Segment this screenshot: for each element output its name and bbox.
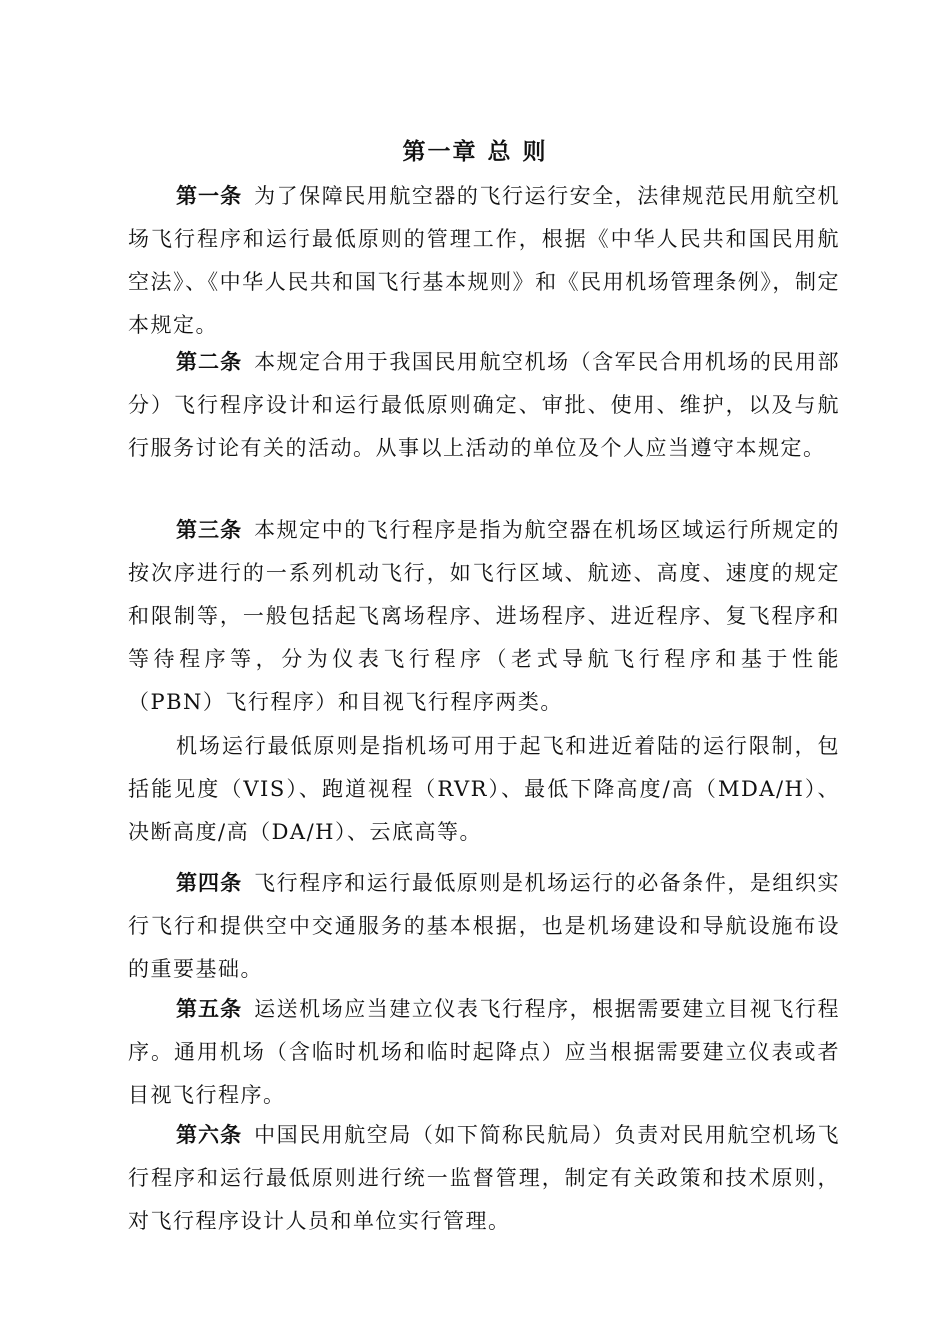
- article-label: 第二条: [176, 350, 243, 374]
- article-text: 中国民用航空局（如下简称民航局）负责对民用航空机场飞行程序和运行最低原则进行统一监督管理，制定有关政策和技术原则，对飞行程序设计人员和单位实行管理。: [128, 1123, 840, 1233]
- article-label: 第三条: [176, 518, 243, 542]
- article-text: 本规定中的飞行程序是指为航空器在机场区域运行所规定的按次序进行的一系列机动飞行，如飞行区域、航迹、高度、速度的规定和限制等，一般包括起飞离场程序、进场程序、进近程序、复飞程序和等待程序等，分为仪表飞行程序（老式导航飞行程序和基于性能（PBN）飞行程序）和目视飞行程序两类。: [128, 518, 840, 714]
- article-4: [128, 862, 840, 991]
- chapter-title: 第一章 总 则: [402, 139, 548, 165]
- article-3-continuation: [128, 725, 840, 854]
- article-label: 第五条: [176, 997, 243, 1021]
- article-text: 机场运行最低原则是指机场可用于起飞和进近着陆的运行限制，包括能见度（VIS）、跑道视程（RVR）、最低下降高度/高（MDA/H）、决断高度/高（DA/H）、云底高等。: [128, 734, 840, 844]
- article-label: 第四条: [176, 871, 243, 895]
- article-5: [128, 988, 840, 1117]
- article-1: [128, 175, 840, 347]
- article-3: [128, 509, 840, 724]
- article-label: 第一条: [176, 184, 243, 208]
- article-6: [128, 1114, 840, 1243]
- article-label: 第六条: [176, 1123, 243, 1147]
- article-2: [128, 341, 840, 470]
- article-text: 本规定合用于我国民用航空机场（含军民合用机场的民用部分）飞行程序设计和运行最低原则确定、审批、使用、维护，以及与航行服务讨论有关的活动。从事以上活动的单位及个人应当遵守本规定。: [128, 350, 840, 460]
- article-text: 运送机场应当建立仪表飞行程序，根据需要建立目视飞行程序。通用机场（含临时机场和临时起降点）应当根据需要建立仪表或者目视飞行程序。: [128, 997, 840, 1107]
- article-text: 飞行程序和运行最低原则是机场运行的必备条件，是组织实行飞行和提供空中交通服务的基本根据，也是机场建设和导航设施布设的重要基础。: [128, 871, 840, 981]
- article-text: 为了保障民用航空器的飞行运行安全，法律规范民用航空机场飞行程序和运行最低原则的管理工作，根据《中华人民共和国民用航空法》、《中华人民共和国飞行基本规则》和《民用机场管理条例》，制定本规定。: [128, 184, 840, 337]
